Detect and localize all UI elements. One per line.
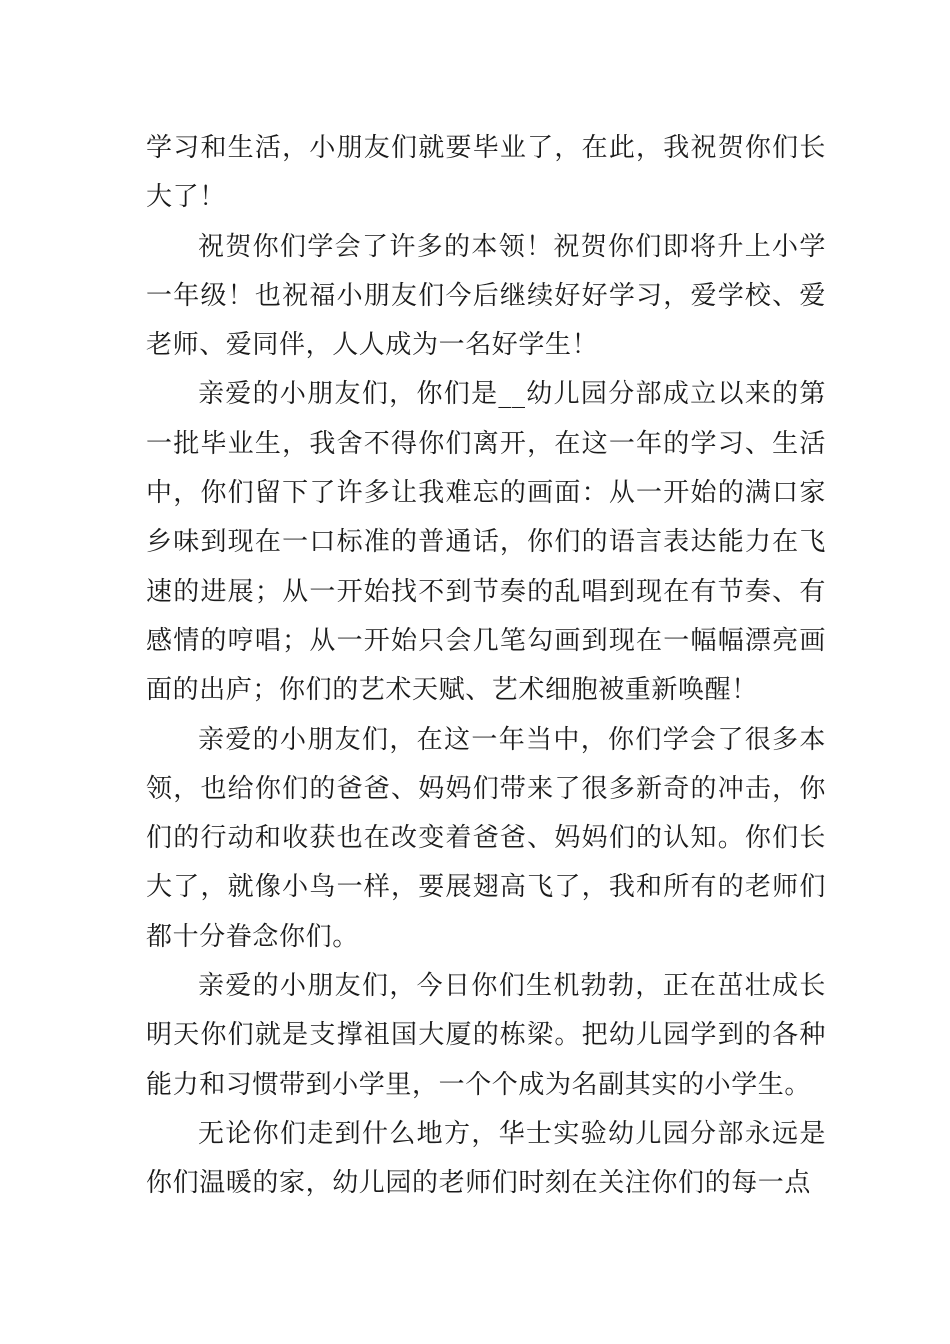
paragraph-4: 亲爱的小朋友们，在这一年当中，你们学会了很多本领，也给你们的爸爸、妈妈们带来了很多新奇的冲击，你们的行动和收获也在改变着爸爸、妈妈们的认知。你们长大了，就像小鸟一样，要展翅高飞了，我和所有的老师们都十分眷念你们。 bbox=[146, 724, 826, 952]
paragraph-6: 无论你们走到什么地方，华士实验幼儿园分部永远是你们温暖的家，幼儿园的老师们时刻在关注你们的每一点 bbox=[146, 1118, 826, 1199]
paragraph-2: 祝贺你们学会了许多的本领！祝贺你们即将升上小学一年级！也祝福小朋友们今后继续好好学习，爱学校、爱老师、爱同伴，人人成为一名好学生！ bbox=[146, 231, 826, 361]
document-body bbox=[146, 124, 826, 1209]
paragraph-1: 学习和生活，小朋友们就要毕业了，在此，我祝贺你们长大了！ bbox=[146, 133, 826, 213]
paragraph-5: 亲爱的小朋友们，今日你们生机勃勃，正在茁壮成长明天你们就是支撑祖国大厦的栋梁。把幼儿园学到的各种能力和习惯带到小学里，一个个成为名副其实的小学生。 bbox=[146, 971, 826, 1100]
paragraph-3: 亲爱的小朋友们，你们是__幼儿园分部成立以来的第一批毕业生，我舍不得你们离开，在这一年的学习、生活中，你们留下了许多让我难忘的画面：从一开始的满口家乡味到现在一口标准的普通话，你们的语言表达能力在飞速的进展；从一开始找不到节奏的乱唱到现在有节奏、有感情的哼唱；从一开始只会几笔勾画到现在一幅幅漂亮画面的出庐；你们的艺术天赋、艺术细胞被重新唤醒！ bbox=[146, 379, 826, 706]
